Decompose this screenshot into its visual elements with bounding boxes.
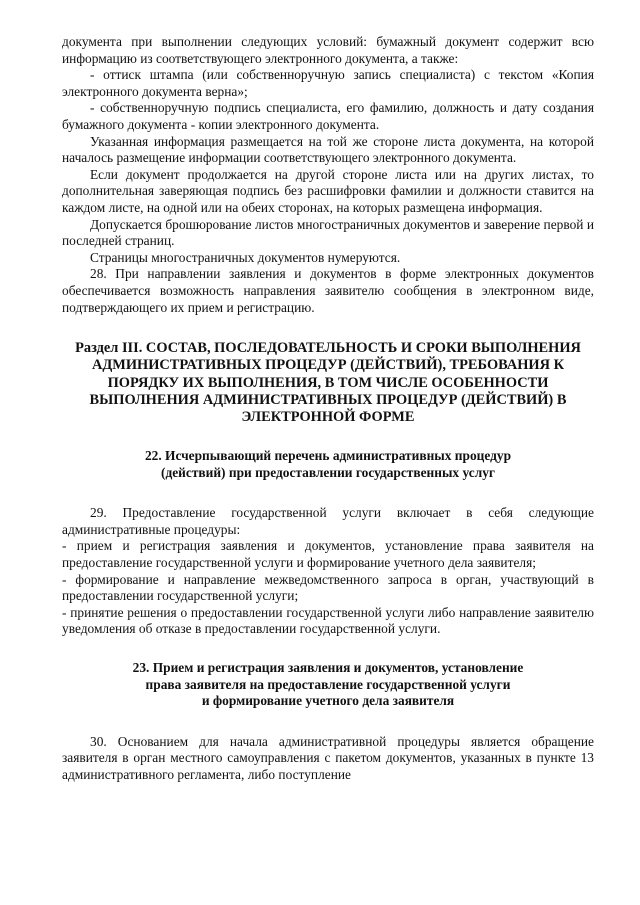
paragraph-29: 29. Предоставление государственной услуги включает в себя следующие административные процедуры: <box>62 505 594 537</box>
subsection-23-title <box>62 660 594 710</box>
subsection-22-title-line2: (действий) при предоставлении государственных услуг <box>160 464 495 480</box>
paragraph-other-sheets: Если документ продолжается на другой стороне листа или на других листах, то дополнительная заверяющая подпись без расшифровки фамилии и должности ставится на каждом листе, на одной или на обеих сторонах, на которых размещена информация. <box>62 166 594 215</box>
paragraph-numbering: Страницы многостраничных документов нумеруются. <box>90 249 401 265</box>
list-item-interagency-request: - формирование и направление межведомственного запроса в орган, участвующий в предоставлении государственной услуги; <box>62 571 594 604</box>
subsection-22-title-line1: 22. Исчерпывающий перечень административных процедур <box>144 448 512 464</box>
list-item-decision: - принятие решения о предоставлении государственной услуги либо направление заявителю уведомления об отказе в предоставлении государственной услуги. <box>62 604 594 637</box>
paragraph-info-placement: Указанная информация размещается на той же стороне листа документа, на которой началось размещение информации соответствующего электронного документа. <box>62 133 594 166</box>
paragraph-28: 28. При направлении заявления и документов в форме электронных документов обеспечивается возможность направления заявителю сообщения в электронном виде, подтверждающего их прием и регистрацию. <box>62 266 594 315</box>
subsection-23-title-line3: и формирование учетного дела заявителя <box>201 693 455 709</box>
list-item-reception: - прием и регистрация заявления и документов, установление права заявителя на предоставление государственной услуги и формирование учетного дела заявителя; <box>62 538 594 571</box>
list-item-stamp: - оттиск штампа (или собственноручную запись специалиста) с текстом «Копия электронного документа верна»; <box>62 67 594 99</box>
subsection-23-title-line1: 23. Прием и регистрация заявления и документов, установление <box>132 660 524 676</box>
subsection-23-title-line2: права заявителя на предоставление государственной услуги <box>145 676 511 692</box>
paragraph-continuation: документа при выполнении следующих условий: бумажный документ содержит всю информацию из соответствующего электронного документа, а также: <box>62 34 594 66</box>
section-title: Раздел III. СОСТАВ, ПОСЛЕДОВАТЕЛЬНОСТЬ И СРОКИ ВЫПОЛНЕНИЯ АДМИНИСТРАТИВНЫХ ПРОЦЕДУР (ДЕЙСТВИЙ), ТРЕБОВАНИЯ К ПОРЯДКУ ИХ ВЫПОЛНЕНИЯ, В ТОМ ЧИСЛЕ ОСОБЕННОСТИ ВЫПОЛНЕНИЯ АДМИНИСТРАТИВНЫХ ПРОЦЕДУР (ДЕЙСТВИЙ) В ЭЛЕКТРОННОЙ ФОРМЕ <box>75 340 581 425</box>
list-item-signature: - собственноручную подпись специалиста, его фамилию, должность и дату создания бумажного документа - копии электронного документа. <box>62 100 594 132</box>
paragraph-30: 30. Основанием для начала административной процедуры является обращение заявителя в орган местного самоуправления с пакетом документов, указанных в пункте 13 административного регламента, либо поступление <box>62 733 594 783</box>
paragraph-binding: Допускается брошюрование листов многостраничных документов и заверение первой и последней страниц. <box>62 216 594 249</box>
subsection-22-title <box>62 448 594 481</box>
